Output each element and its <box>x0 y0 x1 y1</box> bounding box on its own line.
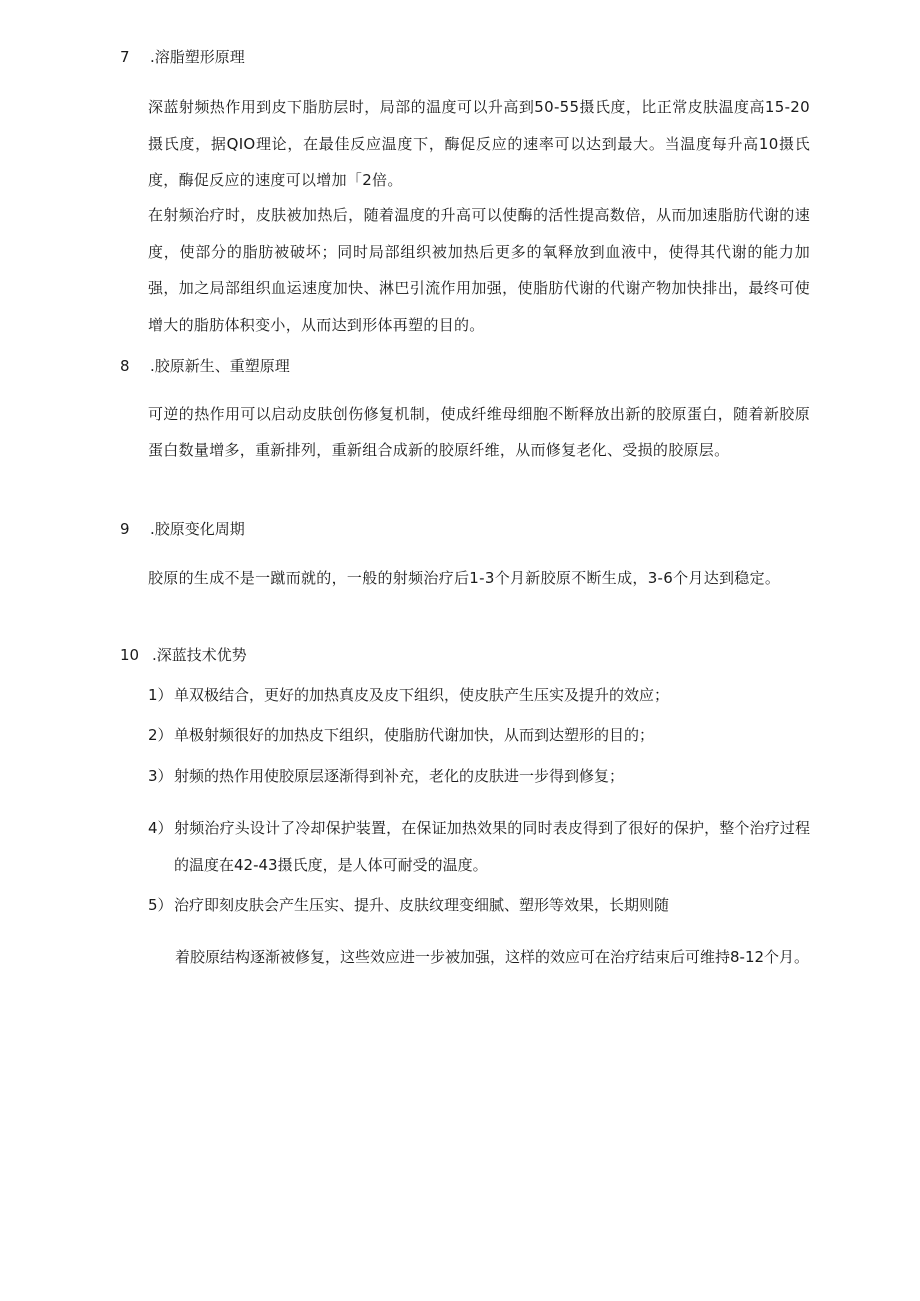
list-item-1 <box>148 685 810 705</box>
section-number: 10 <box>120 646 140 664</box>
section-heading-10 <box>120 645 247 665</box>
section-title: .胶原新生、重塑原理 <box>150 357 290 375</box>
list-marker: 4） <box>148 819 173 837</box>
section-number: 9 <box>120 520 130 538</box>
section-8-paragraph: 可逆的热作用可以启动皮肤创伤修复机制，使成纤维母细胞不断释放出新的胶原蛋白，随着新胶原蛋白数量增多，重新排列，重新组合成新的胶原纤维，从而修复老化、受损的胶原层。 <box>148 405 810 459</box>
list-item-5 <box>148 895 810 915</box>
list-item-2 <box>148 725 810 745</box>
list-item-4 <box>148 810 810 884</box>
list-text: 射频的热作用使胶原层逐渐得到补充，老化的皮肤进一步得到修复； <box>174 767 625 785</box>
section-7-paragraph-2: 在射频治疗时，皮肤被加热后，随着温度的升高可以使酶的活性提高数倍，从而加速脂肪代谢的速度，使部分的脂肪被破坏；同时局部组织被加热后更多的氧释放到血液中，使得其代谢的能力加强，加之局部组织血运速度加快、淋巴引流作用加强，使脂肪代谢的代谢产物加快排出，最终可使增大的脂肪体积变小，从而达到形体再塑的目的。 <box>148 206 810 334</box>
list-text: 射频治疗头设计了冷却保护装置，在保证加热效果的同时表皮得到了很好的保护，整个治疗过程的温度在42-43摄氏度，是人体可耐受的温度。 <box>174 819 810 874</box>
section-7-paragraph-1: 深蓝射频热作用到皮下脂肪层时，局部的温度可以升高到50-55摄氏度，比正常皮肤温度高15-20摄氏度，据QIO理论，在最佳反应温度下，酶促反应的速率可以达到最大。当温度每升高10摄氏度，酶促反应的速度可以增加「2倍。 <box>148 98 810 189</box>
section-number: 8 <box>120 357 130 375</box>
section-heading-9 <box>120 519 245 539</box>
list-item-4-body <box>148 810 810 884</box>
section-9-paragraph: 胶原的生成不是一蹴而就的，一般的射频治疗后1-3个月新胶原不断生成，3-6个月达到稳定。 <box>148 569 781 587</box>
list-item-3 <box>148 766 810 786</box>
section-heading-8 <box>120 356 290 376</box>
list-marker: 2） <box>148 726 173 744</box>
section-number: 7 <box>120 48 130 66</box>
section-heading-7 <box>120 47 245 67</box>
section-title: .溶脂塑形原理 <box>150 48 245 66</box>
list-text: 单极射频很好的加热皮下组织，使脂肪代谢加快，从而到达塑形的目的； <box>174 726 655 744</box>
section-title: .深蓝技术优势 <box>152 646 247 664</box>
list-text: 治疗即刻皮肤会产生压实、提升、皮肤纹理变细腻、塑形等效果，长期则随 <box>174 896 670 914</box>
list-marker: 5） <box>148 896 173 914</box>
list-text: 单双极结合，更好的加热真皮及皮下组织，使皮肤产生压实及提升的效应； <box>174 686 670 704</box>
list-marker: 3） <box>148 767 173 785</box>
list-marker: 1） <box>148 686 173 704</box>
list-item-5-continuation: 着胶原结构逐渐被修复，这些效应进一步被加强，这样的效应可在治疗结束后可维持8-12个月。 <box>175 948 810 966</box>
section-title: .胶原变化周期 <box>150 520 245 538</box>
